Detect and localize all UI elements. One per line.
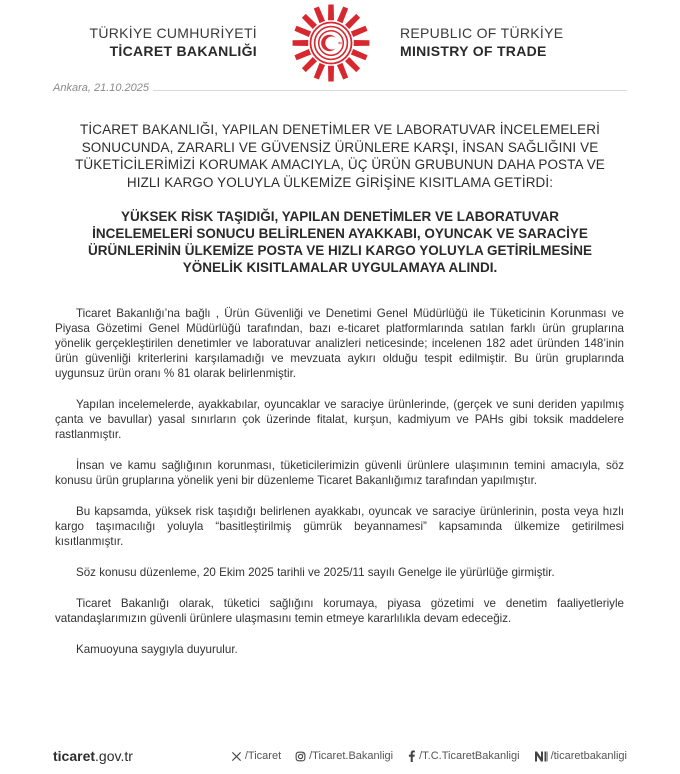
instagram-icon bbox=[295, 751, 306, 762]
paragraph: Kamuoyuna saygıyla duyurulur. bbox=[76, 643, 238, 656]
paragraph: Ticaret Bakanlığı’na bağlı , Ürün Güvenliği ve Denetimi Genel Müdürlüğü ile Tüketicinin Korunması ve Piyasa Gözetimi Genel Müdürlüğü tarafından, bazı e-ticaret platformlarında satılan farklı ürün gruplarına yönelik gerçekleştirilen denetimler ve laboratuvar analizleri neticesinde; incelenen 182 adet üründen 148’inin ürün güvenliği kriterlerini karşılamadığı ve mevzuata aykırı olduğu tespit edilmiştir. Bu ürün gruplarında uygunsuz ürün oranı % 81 olarak belirlenmiştir. bbox=[55, 307, 624, 380]
letterhead-en-line2: MINISTRY OF TRADE bbox=[400, 43, 547, 59]
document-date: Ankara, 21.10.2025 bbox=[53, 82, 153, 94]
letterhead-en bbox=[400, 24, 563, 60]
social-link-instagram[interactable] bbox=[295, 750, 393, 762]
social-label: /T.C.TicaretBakanligi bbox=[419, 750, 520, 762]
social-label: /Ticaret.Bakanligi bbox=[309, 750, 394, 762]
emblem-ray bbox=[294, 26, 311, 37]
emblem-ray bbox=[354, 40, 370, 46]
social-link-x[interactable] bbox=[231, 750, 281, 762]
emblem-ray bbox=[351, 26, 368, 37]
website-link[interactable] bbox=[53, 748, 133, 764]
emblem-ray bbox=[314, 63, 325, 80]
nsosyal-icon bbox=[534, 751, 548, 762]
social-label: /Ticaret bbox=[244, 750, 282, 762]
x-icon bbox=[231, 751, 242, 762]
letterhead-tr-line2: TİCARET BAKANLIĞI bbox=[109, 43, 257, 59]
social-label: /ticaretbakanligi bbox=[550, 750, 627, 762]
ministry-emblem-icon bbox=[290, 2, 372, 84]
social-links bbox=[231, 750, 627, 762]
letterhead-en-line1: REPUBLIC OF TÜRKİYE bbox=[400, 25, 564, 41]
letterhead-tr-line1: TÜRKİYE CUMHURİYETİ bbox=[89, 25, 257, 41]
emblem-ray bbox=[351, 49, 368, 60]
document-title: TİCARET BAKANLIĞI, YAPILAN DENETİMLER VE LABORATUVAR İNCELEMELERİ SONUCUNDA, ZARARLI VE GÜVENSİZ ÜRÜNLERE KARŞI, İNSAN SAĞLIĞINI VE TÜKETİCİLERİMİZİ KORUMAK AMACIYLA, ÜÇ ÜRÜN GRUBUNUN DAHA POSTA VE HIZLI KARGO YOLUYLA ÜLKEMİZE GİRİŞİNE KISITLAMA GETİRDİ: bbox=[75, 122, 605, 190]
letterhead-tr bbox=[90, 24, 258, 60]
emblem-ray bbox=[345, 14, 360, 29]
document-subtitle: YÜKSEK RİSK TAŞIDIĞI, YAPILAN DENETİMLER VE LABORATUVAR İNCELEMELERİ SONUCU BELİRLENEN AYAKKABI, OYUNCAK VE SARACİYE ÜRÜNLERİNİN ÜLKEMİZE POSTA VE HIZLI KARGO YOLUYLA GETİRİLMESİNE YÖNELİK KISITLAMALAR UYGULAMAYA ALINDI. bbox=[87, 209, 592, 275]
social-link-facebook[interactable] bbox=[407, 750, 519, 762]
emblem-ray bbox=[314, 6, 325, 23]
emblem-ray bbox=[345, 57, 360, 72]
letterhead bbox=[0, 0, 680, 80]
paragraph: Ticaret Bakanlığı olarak, tüketici sağlığını korumaya, piyasa gözetimi ve denetim faaliyetleriyle vatandaşlarımızın güvenli ürünlere ulaşmasını temin etmeye kararlılıkla devam edeceğiz. bbox=[55, 597, 624, 625]
website-name: ticaret bbox=[53, 748, 96, 764]
date-row bbox=[53, 82, 627, 98]
paragraph: İnsan ve kamu sağlığının korunması, tüketicilerimizin güvenli ürünlere ulaşımının temini amacıyla, söz konusu ürün gruplarına yönelik yeni bir düzenleme Ticaret Bakanlığımız tarafından yapılmıştır. bbox=[55, 459, 624, 487]
emblem-ray bbox=[293, 40, 309, 46]
facebook-icon bbox=[407, 750, 416, 762]
footer bbox=[53, 748, 627, 768]
emblem-ray bbox=[294, 49, 311, 60]
emblem-ray bbox=[337, 6, 348, 23]
emblem-ray bbox=[328, 66, 334, 82]
paragraph: Bu kapsamda, yüksek risk taşıdığı belirlenen ayakkabı, oyuncak ve saraciye ürünlerinin, posta veya hızlı kargo taşımacılığı yoluyla “basitleştirilmiş gümrük beyannamesi” kapsamında ülkemize getirilmesi kısıtlanmıştır. bbox=[55, 505, 624, 548]
emblem-ray bbox=[328, 5, 334, 21]
emblem-ray bbox=[337, 63, 348, 80]
emblem-ray bbox=[302, 14, 317, 29]
website-domain: .gov.tr bbox=[95, 748, 133, 764]
social-link-nsosyal[interactable] bbox=[534, 750, 627, 762]
document-body bbox=[55, 306, 624, 673]
emblem-ray bbox=[302, 57, 317, 72]
paragraph: Yapılan incelemelerde, ayakkabılar, oyuncaklar ve saraciye ürünlerinde, (gerçek ve suni deriden yapılmış çanta ve bavullar) yasal sınırların çok üzerinde fitalat, kurşun, kadmiyum ve PAHs gibi toksik maddelere rastlanmıştır. bbox=[55, 398, 624, 441]
paragraph: Söz konusu düzenleme, 20 Ekim 2025 tarihli ve 2025/11 sayılı Genelge ile yürürlüğe girmiştir. bbox=[76, 566, 555, 579]
